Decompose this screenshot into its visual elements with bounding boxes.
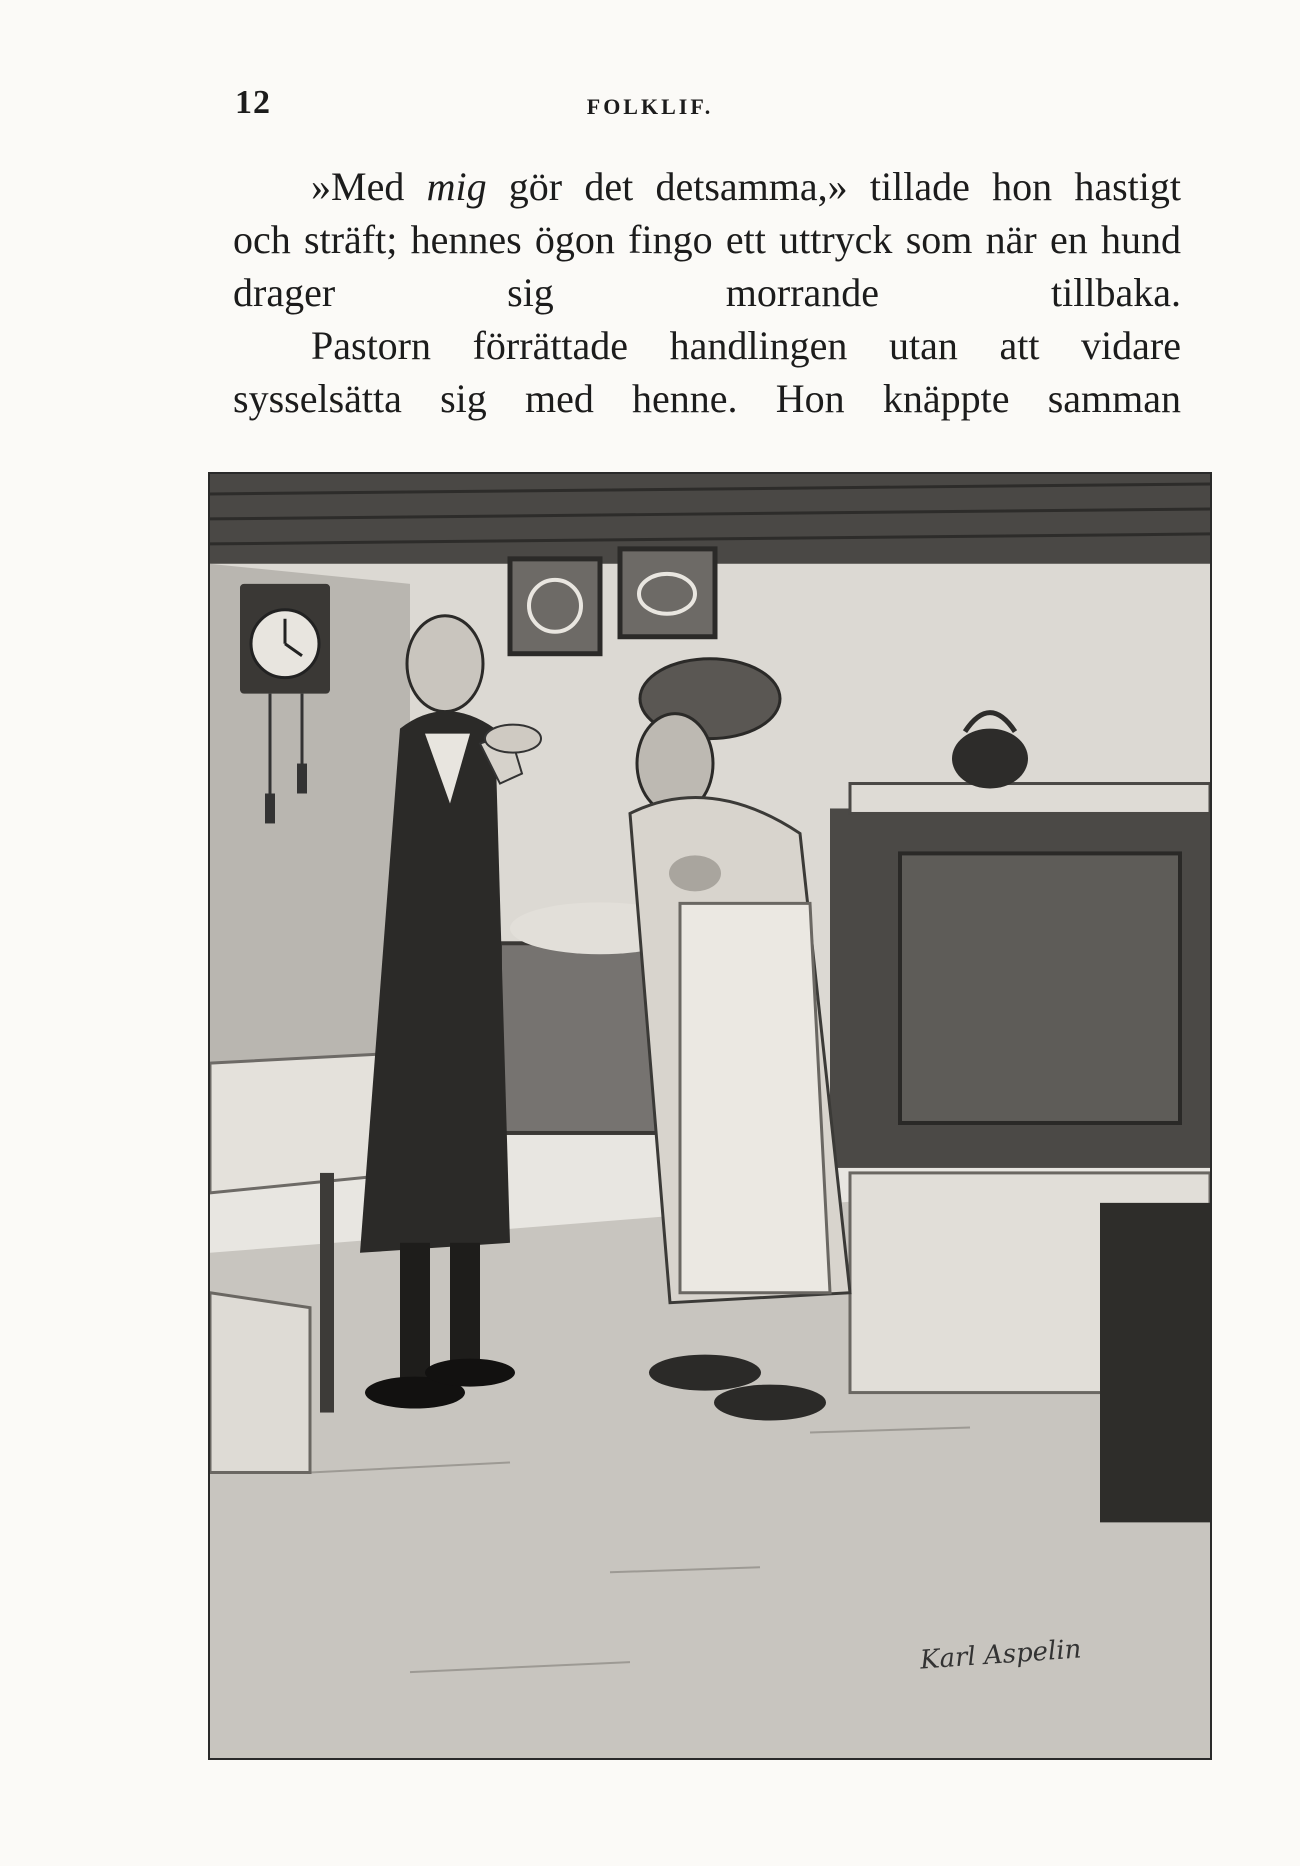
page-number: 12 [235, 84, 271, 121]
engraving-illustration [208, 472, 1212, 1760]
chair-right [1100, 1203, 1210, 1523]
apron [680, 903, 830, 1292]
artist-signature: Karl Aspelin [919, 1634, 1083, 1676]
body-text [233, 160, 1181, 425]
framed-picture-left [510, 559, 600, 654]
paragraph-1: »Med mig gör det detsamma,» tillade hon hastigt och sträft; hennes ögon fingo ett uttryck som när en hund drager sig morrande tillbaka. [233, 164, 1181, 315]
chalice [485, 725, 541, 753]
framed-picture-right [620, 549, 715, 637]
paragraph-2: Pastorn förrättade handlingen utan att vidare sysselsätta sig med henne. Hon knäppte samman [233, 323, 1181, 421]
kettle [952, 729, 1028, 789]
stool [210, 1293, 310, 1473]
running-head: FOLKLIF. [586, 94, 714, 119]
illustration-scene [210, 474, 1210, 1758]
emphasis-word: mig [426, 164, 487, 209]
